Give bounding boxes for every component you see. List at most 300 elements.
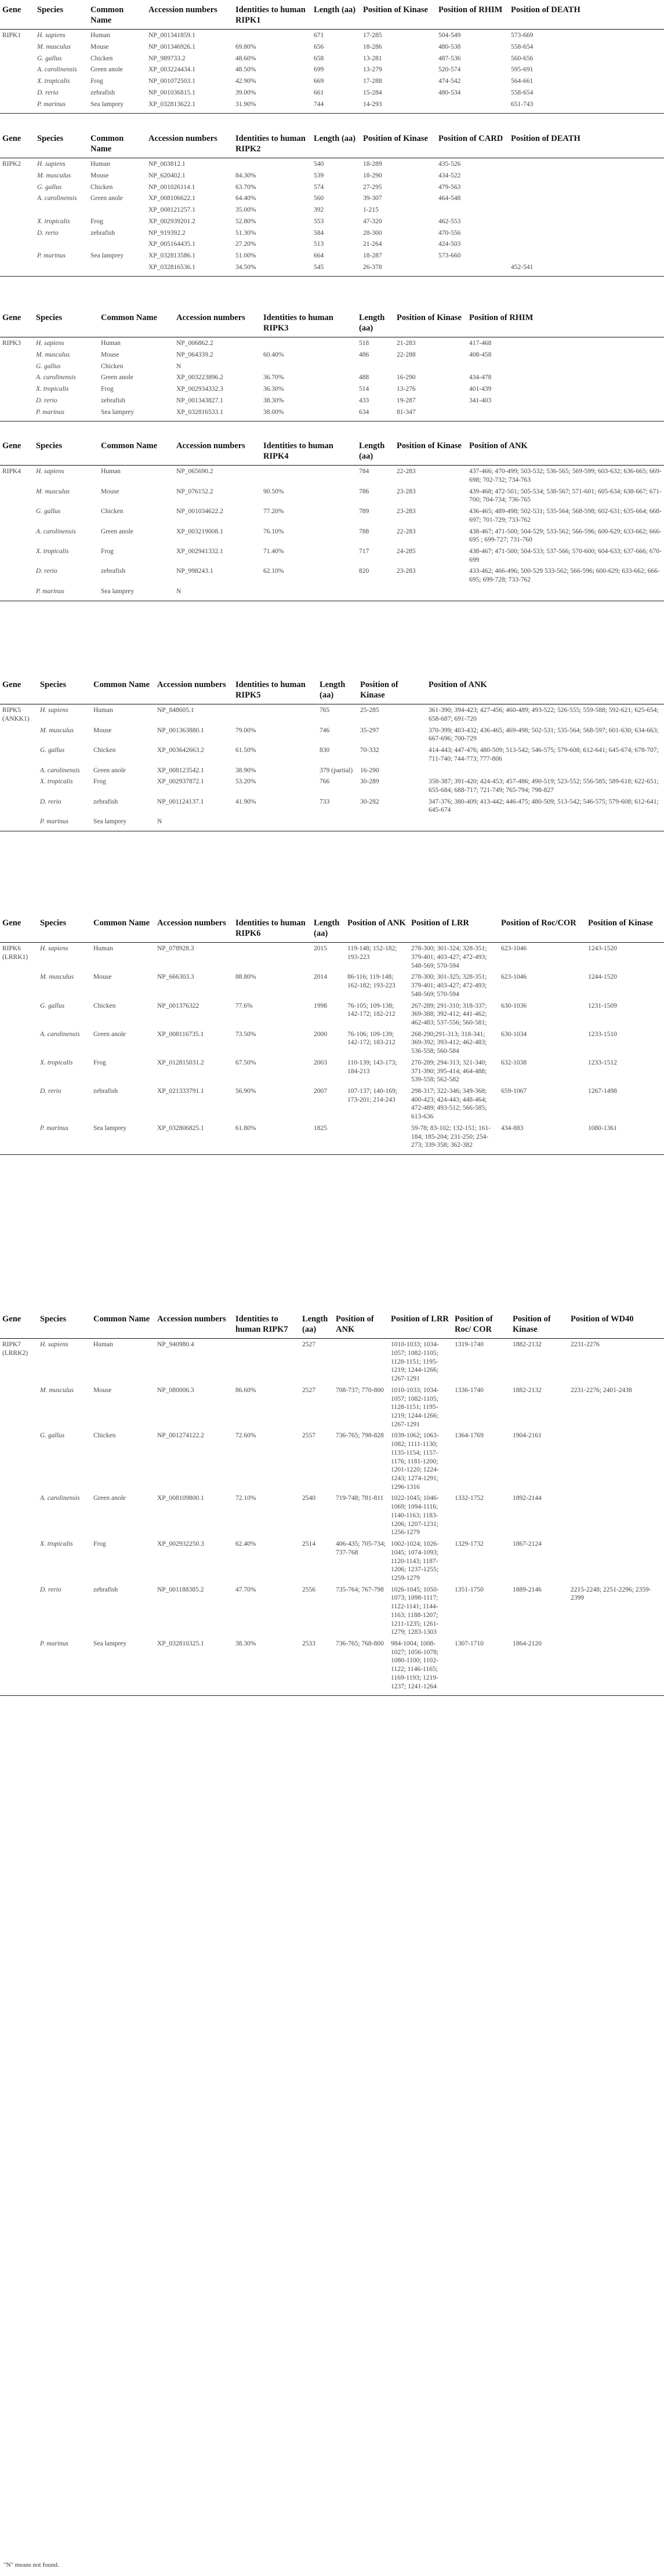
cell-gene xyxy=(0,816,38,831)
table-row xyxy=(0,816,664,831)
cell-position-of-card xyxy=(436,261,509,277)
cell-position-of-kinase: 1892-2144 xyxy=(513,1495,542,1502)
cell-position-of-kinase: 1864-2120 xyxy=(510,1638,568,1696)
cell-common-name: Mouse xyxy=(93,726,112,734)
table-row xyxy=(0,238,664,250)
ripk7-table xyxy=(0,1309,664,1696)
column-header-species: Species xyxy=(38,1309,91,1339)
ripk3-table xyxy=(0,308,664,422)
column-header-position-of-roc-cor: Position of Roc/COR xyxy=(499,913,586,943)
cell-accession-numbers: XP_002932250.3 xyxy=(157,1540,204,1548)
cell-identities-to-human-ripk3: 36.30% xyxy=(263,386,284,393)
cell-position-of-kinase: 1080-1361 xyxy=(586,1122,664,1155)
column-header-position-of-ank: Position of ANK xyxy=(345,913,409,943)
cell-accession-numbers: XP_002934332.3 xyxy=(176,386,223,393)
cell-position-of-wd40: 2215-2248; 2251-2296; 2359-2399 xyxy=(571,1586,651,1602)
cell-position-of-ank: 370-399; 403-432; 436-465; 469-498; 502-531; 535-564; 568-597; 601-630; 634-663; 667-696; 700-729 xyxy=(429,726,659,743)
cell-position-of-kinase: 28-300 xyxy=(363,229,382,237)
column-header-position-of-rhim: Position of RHIM xyxy=(467,308,664,337)
ripk1-table xyxy=(0,0,664,114)
cell-position-of-wd40 xyxy=(568,1492,664,1538)
cell-position-of-death: 651-743 xyxy=(509,99,664,114)
column-header-position-of-kinase: Position of Kinase xyxy=(394,436,467,466)
table-row xyxy=(0,1029,664,1057)
column-header-species: Species xyxy=(34,308,99,337)
table-row xyxy=(0,41,664,53)
cell-position-of-kinase: 22-283 xyxy=(397,468,416,475)
cell-accession-numbers: NP_001026114.1 xyxy=(148,183,195,191)
cell-position-of-rhim: 434-478 xyxy=(469,374,492,382)
cell-common-name: Human xyxy=(101,340,121,347)
ripk5-table xyxy=(0,675,664,831)
cell-common-name: Sea lamprey xyxy=(99,406,174,422)
cell-position-of-death xyxy=(509,170,664,181)
cell-position-of-lrr: 1010-1033; 1034-1057; 1082-1105; 1128-1151; 1195-1219; 1244-1266; 1267-1291 xyxy=(391,1386,439,1428)
cell-common-name: zebrafish xyxy=(93,1586,118,1593)
header-row xyxy=(0,0,664,30)
cell-position-of-kinase: 35-297 xyxy=(360,726,379,734)
cell-gene xyxy=(0,64,35,75)
cell-position-of-death xyxy=(509,204,664,216)
cell-position-of-lrr: 298-317; 322-346; 349-368; 400-423; 424-443; 448-464; 472-489; 493-512; 566-585; 613-636 xyxy=(411,1088,487,1121)
cell-gene xyxy=(0,349,34,361)
column-header-accession-numbers: Accession numbers xyxy=(146,0,233,30)
cell-position-of-roc-cor: 1364-1769 xyxy=(455,1432,484,1440)
cell-accession-numbers: XP_008116735.1 xyxy=(157,1030,204,1038)
cell-position-of-rhim xyxy=(436,99,509,114)
ripk2-table xyxy=(0,129,664,277)
cell-identities-to-human-ripk1: 69.80% xyxy=(235,43,256,50)
column-header-common-name: Common Name xyxy=(91,1309,155,1339)
cell-gene xyxy=(0,776,38,795)
cell-position-of-roc-cor: 1329-1732 xyxy=(455,1540,484,1548)
cell-position-of-ank xyxy=(467,586,664,601)
cell-position-of-kinase: 18-286 xyxy=(363,43,382,50)
cell-species: P. marinus xyxy=(34,586,99,601)
cell-position-of-kinase: 81-347 xyxy=(394,406,467,422)
cell-length-aa: 658 xyxy=(314,55,324,62)
cell-length-aa: 2003 xyxy=(314,1059,327,1066)
cell-gene xyxy=(0,506,34,525)
cell-common-name: Green anole xyxy=(90,195,123,202)
cell-accession-numbers: XP_003642663.2 xyxy=(157,747,204,754)
cell-identities-to-human-ripk1: 42.90% xyxy=(235,78,256,85)
cell-gene xyxy=(0,53,35,64)
column-header-gene: Gene xyxy=(0,308,34,337)
table-row xyxy=(0,565,664,585)
cell-accession-numbers: N xyxy=(176,362,182,370)
cell-position-of-lrr: 278-300; 301-325; 328-351; 379-401; 403-427; 472-493; 548-569; 570-594 xyxy=(411,973,487,998)
cell-common-name: Sea lamprey xyxy=(99,586,174,601)
column-header-gene: Gene xyxy=(0,436,34,466)
cell-species: A. carolinensis xyxy=(40,766,80,774)
cell-gene xyxy=(0,744,38,764)
cell-length-aa: 392 xyxy=(314,206,324,214)
cell-position-of-card: 424-503 xyxy=(438,241,461,248)
cell-position-of-roc-cor: 623-1046 xyxy=(501,945,527,953)
cell-position-of-lrr: 267-289; 291-310; 318-337; 369-388; 392-412; 441-462; 462-483; 537-556; 560-581; xyxy=(411,1002,487,1026)
table-row xyxy=(0,1122,664,1155)
cell-species: M. musculus xyxy=(40,726,74,734)
cell-identities-to-human-ripk6 xyxy=(233,943,311,972)
cell-position-of-ank: 735-764; 767-798 xyxy=(336,1586,384,1593)
cell-gene: RIPK3 xyxy=(2,340,21,347)
cell-common-name: Frog xyxy=(90,78,103,85)
cell-position-of-ank xyxy=(333,1339,389,1385)
cell-position-of-kinase: 70-332 xyxy=(360,747,379,754)
table-row xyxy=(0,395,664,406)
table-row xyxy=(0,526,664,546)
cell-position-of-card: 464-548 xyxy=(438,195,461,202)
cell-species: X. tropicalis xyxy=(36,386,69,393)
cell-position-of-kinase: 24-285 xyxy=(397,548,416,555)
cell-position-of-death: 595-691 xyxy=(511,66,534,74)
cell-length-aa: 699 xyxy=(314,66,324,74)
cell-common-name: Frog xyxy=(90,217,103,225)
table-row xyxy=(0,158,664,170)
cell-length-aa xyxy=(357,586,394,601)
cell-common-name: Frog xyxy=(93,1059,106,1066)
cell-species xyxy=(35,261,88,277)
cell-accession-numbers: XP_002941332.1 xyxy=(176,548,223,555)
cell-position-of-roc-cor: 434-883 xyxy=(499,1122,586,1155)
cell-gene xyxy=(0,1584,38,1638)
cell-accession-numbers: NP_001036815.1 xyxy=(148,89,195,96)
column-header-position-of-kinase: Position of Kinase xyxy=(358,675,426,704)
cell-gene: RIPK6 (LRRK1) xyxy=(2,945,28,961)
cell-common-name: Sea lamprey xyxy=(91,1638,155,1696)
cell-identities-to-human-ripk5: 61.50% xyxy=(235,747,256,754)
cell-position-of-kinase: 39-307 xyxy=(363,195,382,202)
cell-gene: RIPK5 (ANKK1) xyxy=(2,707,30,722)
cell-common-name: zebrafish xyxy=(101,568,126,575)
cell-gene xyxy=(0,526,34,546)
column-header-length-aa: Length (aa) xyxy=(357,308,394,337)
cell-identities-to-human-ripk4: 77.20% xyxy=(263,508,284,515)
cell-common-name: Chicken xyxy=(93,1432,116,1440)
cell-gene xyxy=(0,372,34,383)
table-row xyxy=(0,30,664,41)
cell-length-aa: 820 xyxy=(359,568,369,575)
cell-position-of-ank: 347-376; 380-409; 413-442; 446-475; 480-509; 513-542; 546-575; 579-608; 612-641; 645-674 xyxy=(429,798,659,814)
cell-common-name: Human xyxy=(90,32,110,39)
cell-identities-to-human-ripk2 xyxy=(233,158,311,170)
cell-identities-to-human-ripk6: 67.50% xyxy=(235,1059,256,1066)
cell-identities-to-human-ripk4 xyxy=(261,586,357,601)
cell-length-aa xyxy=(357,361,394,372)
cell-length-aa: 1825 xyxy=(311,1122,345,1155)
column-header-accession-numbers: Accession numbers xyxy=(155,913,233,943)
cell-accession-numbers: NP_001188385.2 xyxy=(157,1586,204,1593)
cell-species: D. rerio xyxy=(40,1088,61,1095)
cell-identities-to-human-ripk7: 62.40% xyxy=(235,1540,256,1548)
column-header-length-aa: Length (aa) xyxy=(357,436,394,466)
cell-accession-numbers: XP_003223896.2 xyxy=(176,374,223,382)
column-header-accession-numbers: Accession numbers xyxy=(155,675,233,704)
cell-length-aa: 656 xyxy=(314,43,324,50)
cell-length-aa: 540 xyxy=(314,161,324,168)
cell-position-of-kinase: 1233-1512 xyxy=(588,1059,617,1066)
cell-position-of-wd40 xyxy=(568,1638,664,1696)
cell-position-of-lrr: 270-289; 294-313; 321-340; 371-390; 395-414; 464-488; 539-558; 562-582 xyxy=(411,1059,487,1084)
cell-length-aa: 2015 xyxy=(314,945,327,953)
cell-species: D. rerio xyxy=(37,89,59,96)
cell-position-of-kinase: 13-281 xyxy=(363,55,382,62)
cell-gene xyxy=(0,1122,38,1155)
cell-gene xyxy=(0,87,35,99)
cell-position-of-kinase: 16-290 xyxy=(397,374,416,382)
cell-accession-numbers: NP_078928.3 xyxy=(157,945,194,953)
cell-length-aa: 553 xyxy=(314,217,324,225)
cell-common-name: Frog xyxy=(93,778,106,786)
table-row xyxy=(0,261,664,277)
cell-species: H. sapiens xyxy=(40,707,68,714)
cell-position-of-ank: 437-466; 470-499; 503-532; 536-565; 569-599; 603-632; 636-665; 669-698; 702-732; 734-763 xyxy=(469,468,662,484)
cell-accession-numbers: XP_032816536.1 xyxy=(146,261,233,277)
cell-accession-numbers: XP_032810325.1 xyxy=(155,1638,233,1696)
cell-position-of-wd40 xyxy=(568,1430,664,1492)
cell-species: X. tropicalis xyxy=(40,1540,73,1548)
table-row xyxy=(0,53,664,64)
column-header-length-aa: Length (aa) xyxy=(311,913,345,943)
column-header-identities-to-human-ripk2: Identities to human RIPK2 xyxy=(233,129,311,158)
cell-position-of-death xyxy=(509,250,664,261)
cell-position-of-rhim: 520-574 xyxy=(438,66,461,74)
cell-common-name: Frog xyxy=(93,1540,106,1548)
cell-length-aa: 766 xyxy=(320,778,330,786)
cell-species: D. rerio xyxy=(36,568,57,575)
cell-position-of-rhim: 408-458 xyxy=(469,351,492,358)
table-row xyxy=(0,776,664,795)
table-row xyxy=(0,181,664,193)
cell-position-of-ank: 119-148; 152-182; 193-223 xyxy=(347,945,397,961)
cell-accession-numbers: NP_003812.1 xyxy=(148,161,186,168)
cell-species: G. gallus xyxy=(40,1002,65,1009)
cell-common-name: Sea lamprey xyxy=(91,1122,155,1155)
column-header-position-of-ank: Position of ANK xyxy=(467,436,664,466)
cell-gene xyxy=(0,170,35,181)
table-row xyxy=(0,546,664,565)
cell-length-aa: 2540 xyxy=(302,1495,315,1502)
table-row xyxy=(0,87,664,99)
cell-gene: RIPK4 xyxy=(2,468,21,475)
cell-identities-to-human-ripk2: 63.70% xyxy=(235,183,256,191)
cell-common-name: Human xyxy=(90,161,110,168)
cell-accession-numbers: XP_002937872.1 xyxy=(157,778,204,786)
cell-identities-to-human-ripk5 xyxy=(233,704,317,725)
table-row xyxy=(0,466,664,486)
column-header-gene: Gene xyxy=(0,0,35,30)
table-row xyxy=(0,725,664,744)
ripk6-table xyxy=(0,913,664,1155)
cell-accession-numbers: XP_032813586.1 xyxy=(148,252,195,259)
column-header-position-of-kinase: Position of Kinase xyxy=(586,913,664,943)
cell-species: H. sapiens xyxy=(40,945,68,953)
table-row xyxy=(0,216,664,227)
cell-accession-numbers: XP_012815031.2 xyxy=(157,1059,204,1066)
cell-common-name: Green anole xyxy=(90,66,123,74)
column-header-accession-numbers: Accession numbers xyxy=(146,129,233,158)
cell-position-of-death: 560-656 xyxy=(511,55,534,62)
cell-species: X. tropicalis xyxy=(40,778,73,786)
cell-species: X. tropicalis xyxy=(36,548,69,555)
cell-position-of-ank xyxy=(345,1122,409,1155)
cell-length-aa: 830 xyxy=(320,747,330,754)
cell-common-name: zebrafish xyxy=(93,798,118,805)
cell-accession-numbers: XP_008106622.1 xyxy=(148,195,195,202)
table-row xyxy=(0,372,664,383)
cell-accession-numbers: XP_032813622.1 xyxy=(146,99,233,114)
column-header-position-of-death: Position of DEATH xyxy=(509,129,664,158)
cell-accession-numbers: NP_001363880.1 xyxy=(157,726,204,734)
cell-identities-to-human-ripk6: 56.90% xyxy=(235,1088,256,1095)
cell-common-name: Chicken xyxy=(101,508,124,515)
cell-position-of-rhim: 417-468 xyxy=(469,340,492,347)
cell-common-name: Green anole xyxy=(101,528,133,535)
cell-gene xyxy=(0,1538,38,1584)
cell-position-of-ank: 719-748; 781-811 xyxy=(336,1495,384,1502)
cell-accession-numbers: NP_666303.3 xyxy=(157,973,194,981)
cell-species: M. musculus xyxy=(40,1386,74,1394)
cell-position-of-lrr: 984-1004; 1008-1027; 1056-1078; 1080-1100; 1102-1122; 1146-1165; 1169-1193; 1219-1237; 1241-1264 xyxy=(389,1638,452,1696)
cell-species: M. musculus xyxy=(37,172,71,179)
cell-species: P. marinus xyxy=(35,99,88,114)
cell-position-of-rhim: 487-536 xyxy=(438,55,461,62)
cell-species: P. marinus xyxy=(38,1638,91,1696)
cell-identities-to-human-ripk3: 38.30% xyxy=(263,397,284,404)
table-row xyxy=(0,1430,664,1492)
cell-species: A. carolinensis xyxy=(36,528,76,535)
cell-gene xyxy=(0,1492,38,1538)
table-row xyxy=(0,349,664,361)
cell-position-of-death xyxy=(509,192,664,204)
table-row xyxy=(0,383,664,395)
cell-position-of-kinase xyxy=(394,361,467,372)
column-header-species: Species xyxy=(35,129,88,158)
table-row xyxy=(0,192,664,204)
cell-accession-numbers: NP_001124137.1 xyxy=(157,798,204,805)
column-header-identities-to-human-ripk7: Identities to human RIPK7 xyxy=(233,1309,300,1339)
table-row xyxy=(0,486,664,506)
cell-position-of-kinase xyxy=(394,586,467,601)
table-row xyxy=(0,971,664,1000)
cell-position-of-roc-cor: 623-1046 xyxy=(501,973,527,981)
cell-length-aa: 634 xyxy=(357,406,394,422)
cell-common-name xyxy=(88,238,146,250)
column-header-position-of-kinase: Position of Kinase xyxy=(361,129,436,158)
cell-gene xyxy=(0,486,34,506)
column-header-accession-numbers: Accession numbers xyxy=(155,1309,233,1339)
cell-common-name: zebrafish xyxy=(90,229,115,237)
cell-gene xyxy=(0,41,35,53)
cell-identities-to-human-ripk5: 38.90% xyxy=(235,766,256,774)
header-row xyxy=(0,913,664,943)
cell-length-aa: 784 xyxy=(359,468,369,475)
cell-length-aa: 539 xyxy=(314,172,324,179)
cell-common-name: Frog xyxy=(101,548,114,555)
cell-gene xyxy=(0,1029,38,1057)
cell-position-of-ank: 436-465; 489-498; 502-531; 535-564; 568-598; 602-631; 635-664; 668-697; 701-729; 733-762 xyxy=(469,508,662,524)
cell-identities-to-human-ripk1: 39.00% xyxy=(235,89,256,96)
cell-species: G. gallus xyxy=(40,747,65,754)
cell-position-of-ank: 76-106; 109-139; 142-172; 183-212 xyxy=(347,1030,396,1047)
cell-gene xyxy=(0,99,35,114)
cell-accession-numbers: NP_989733.2 xyxy=(148,55,186,62)
cell-length-aa xyxy=(317,816,358,831)
cell-species: A. carolinensis xyxy=(36,374,76,382)
cell-length-aa: 486 xyxy=(359,351,369,358)
cell-accession-numbers: N xyxy=(155,816,233,831)
cell-length-aa: 671 xyxy=(314,32,324,39)
header-row xyxy=(0,1309,664,1339)
table-row xyxy=(0,1000,664,1029)
cell-common-name xyxy=(88,204,146,216)
cell-position-of-kinase: 18-290 xyxy=(363,172,382,179)
cell-position-of-card: 435-526 xyxy=(438,161,461,168)
cell-position-of-ank: 439-468; 472-501; 505-534; 538-567; 571-601; 605-634; 638-667; 671-700; 704-734; 736-765 xyxy=(469,488,662,504)
cell-position-of-death: 452-541 xyxy=(509,261,664,277)
cell-position-of-card xyxy=(436,204,509,216)
cell-length-aa: 717 xyxy=(359,548,369,555)
cell-species xyxy=(35,204,88,216)
cell-gene xyxy=(0,406,34,422)
cell-length-aa: 2014 xyxy=(314,973,327,981)
cell-position-of-kinase xyxy=(358,816,426,831)
cell-accession-numbers: NP_065690.2 xyxy=(176,468,213,475)
cell-species: D. rerio xyxy=(36,397,57,404)
cell-length-aa: 2514 xyxy=(302,1540,315,1548)
cell-identities-to-human-ripk1: 31.90% xyxy=(233,99,311,114)
cell-identities-to-human-ripk6: 77.6% xyxy=(235,1002,253,1009)
cell-position-of-kinase: 23-283 xyxy=(397,488,416,495)
cell-species: X. tropicalis xyxy=(37,217,70,225)
cell-gene xyxy=(0,261,35,277)
column-header-position-of-lrr: Position of LRR xyxy=(389,1309,452,1339)
cell-accession-numbers: XP_003219008.1 xyxy=(176,528,223,535)
cell-accession-numbers: XP_021333791.1 xyxy=(157,1088,204,1095)
cell-length-aa: 1998 xyxy=(314,1002,327,1009)
column-header-species: Species xyxy=(38,675,91,704)
cell-position-of-kinase: 22-288 xyxy=(397,351,416,358)
cell-species xyxy=(35,238,88,250)
cell-length-aa: 733 xyxy=(320,798,330,805)
cell-position-of-death xyxy=(509,158,664,170)
cell-gene xyxy=(0,586,34,601)
cell-species: P. marinus xyxy=(37,252,66,259)
cell-position-of-kinase: 18-287 xyxy=(363,252,382,259)
cell-position-of-ank: 438-467; 471-500; 504-529; 533-562; 566-596; 600-629; 633-662; 666-695 ; 699-727; 731-760 xyxy=(469,528,662,544)
column-header-position-of-card: Position of CARD xyxy=(436,129,509,158)
cell-position-of-death: 573-669 xyxy=(511,32,534,39)
cell-accession-numbers: XP_005164435.1 xyxy=(148,241,195,248)
cell-accession-numbers: NP_919392.2 xyxy=(148,229,186,237)
cell-accession-numbers: NP_001341859.1 xyxy=(148,32,195,39)
cell-position-of-roc-cor: 1319-1740 xyxy=(455,1341,484,1349)
cell-position-of-kinase: 1882-2132 xyxy=(513,1386,542,1394)
cell-species: X. tropicalis xyxy=(37,78,70,85)
cell-position-of-kinase: 21-283 xyxy=(397,340,416,347)
cell-species: H. sapiens xyxy=(40,1341,68,1349)
cell-length-aa: 2556 xyxy=(302,1586,315,1593)
cell-common-name: Chicken xyxy=(90,55,113,62)
cell-position-of-kinase: 25-285 xyxy=(360,707,379,714)
cell-common-name: Green anole xyxy=(93,1495,126,1502)
cell-position-of-roc-cor: 1307-1710 xyxy=(452,1638,510,1696)
column-header-position-of-roc-cor: Position of Roc/ COR xyxy=(452,1309,510,1339)
column-header-common-name: Common Name xyxy=(91,675,155,704)
cell-length-aa: 2000 xyxy=(314,1030,327,1038)
cell-species: A. carolinensis xyxy=(37,66,77,74)
